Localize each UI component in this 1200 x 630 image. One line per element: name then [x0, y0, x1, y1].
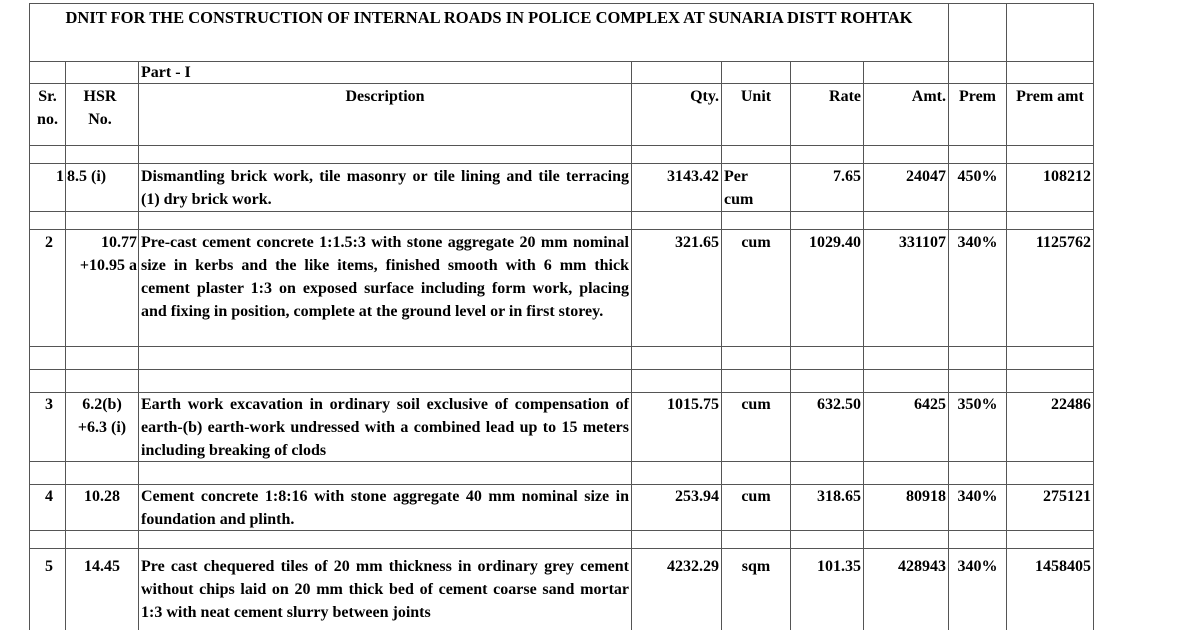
header-description: Description [345, 88, 425, 105]
row-5-unit: sqm [741, 558, 771, 575]
row-3-rate: 632.50 [817, 396, 861, 413]
row-4-prem: 340% [957, 488, 998, 505]
header-unit: Unit [740, 88, 772, 105]
part-label: Part - I [141, 64, 191, 81]
row-1-prem-amt: 108212 [1043, 168, 1091, 185]
row-1-prem: 450% [957, 168, 998, 185]
row-4-rate: 318.65 [817, 488, 861, 505]
row-1-sr: 1 [56, 168, 64, 185]
row-3-unit: cum [741, 396, 771, 413]
row-2-unit: cum [741, 234, 771, 251]
header-prem: Prem [958, 88, 996, 105]
row-5-hsr: 14.45 [84, 558, 120, 575]
row-1-hsr: 8.5 (i) [67, 168, 107, 185]
row-4-qty: 253.94 [675, 488, 719, 505]
row-5-rate: 101.35 [817, 558, 861, 575]
header-rate: Rate [829, 88, 861, 105]
row-4-prem-amt: 275121 [1043, 488, 1091, 505]
row-3-description: Earth work excavation in ordinary soil exclusive of compensation of earth-(b) earth-work undressed with a combined lead up to 15 meters including breaking of clods [141, 396, 629, 459]
header-hsr: HSR No. [83, 88, 117, 128]
row-1-amt: 24047 [906, 168, 946, 185]
row-3-hsr: 6.2(b) +6.3 (i) [77, 396, 127, 436]
row-1-unit: Per cum [724, 168, 754, 208]
row-5-prem-amt: 1458405 [1035, 558, 1091, 575]
row-2-hsr: 10.77 +10.95 a [79, 234, 137, 274]
row-5-amt: 428943 [898, 558, 946, 575]
header-sr: Sr. no. [37, 88, 58, 128]
row-3-prem-amt: 22486 [1051, 396, 1091, 413]
row-2-prem: 340% [957, 234, 998, 251]
row-2-sr: 2 [45, 234, 53, 251]
row-2-rate: 1029.40 [809, 234, 861, 251]
row-5-prem: 340% [957, 558, 998, 575]
row-1-description: Dismantling brick work, tile masonry or tile lining and tile terracing (1) dry brick work. [141, 168, 629, 208]
row-1-rate: 7.65 [833, 168, 861, 185]
document-title: DNIT FOR THE CONSTRUCTION OF INTERNAL ROADS IN POLICE COMPLEX AT SUNARIA DISTT ROHTAK [65, 8, 913, 27]
row-3-sr: 3 [45, 396, 53, 413]
row-2-amt: 331107 [898, 234, 946, 251]
row-5-qty: 4232.29 [667, 558, 719, 575]
header-amt: Amt. [911, 88, 946, 105]
row-3-amt: 6425 [914, 396, 946, 413]
row-5-description: Pre cast chequered tiles of 20 mm thickness in ordinary grey cement without chips laid on 20 mm thick bed of cement coarse sand mortar 1:3 with neat cement slurry between joints [141, 558, 629, 621]
header-prem-amt: Prem amt [1016, 88, 1084, 105]
row-4-description: Cement concrete 1:8:16 with stone aggregate 40 mm nominal size in foundation and plinth. [141, 488, 629, 528]
row-3-prem: 350% [957, 396, 998, 413]
row-4-unit: cum [741, 488, 771, 505]
row-4-amt: 80918 [906, 488, 946, 505]
row-5-sr: 5 [45, 558, 53, 575]
row-4-hsr: 10.28 [84, 488, 120, 505]
row-1-qty: 3143.42 [667, 168, 719, 185]
row-2-prem-amt: 1125762 [1035, 234, 1091, 251]
row-3-qty: 1015.75 [667, 396, 719, 413]
header-qty: Qty. [690, 88, 719, 105]
row-2-qty: 321.65 [675, 234, 719, 251]
row-4-sr: 4 [45, 488, 53, 505]
row-2-description: Pre-cast cement concrete 1:1.5:3 with stone aggregate 20 mm nominal size in kerbs and the like items, finished smooth with 6 mm thick cement plaster 1:3 on exposed surface including form work, placing and fixing in position, complete at the ground level or in first storey. [141, 234, 629, 320]
